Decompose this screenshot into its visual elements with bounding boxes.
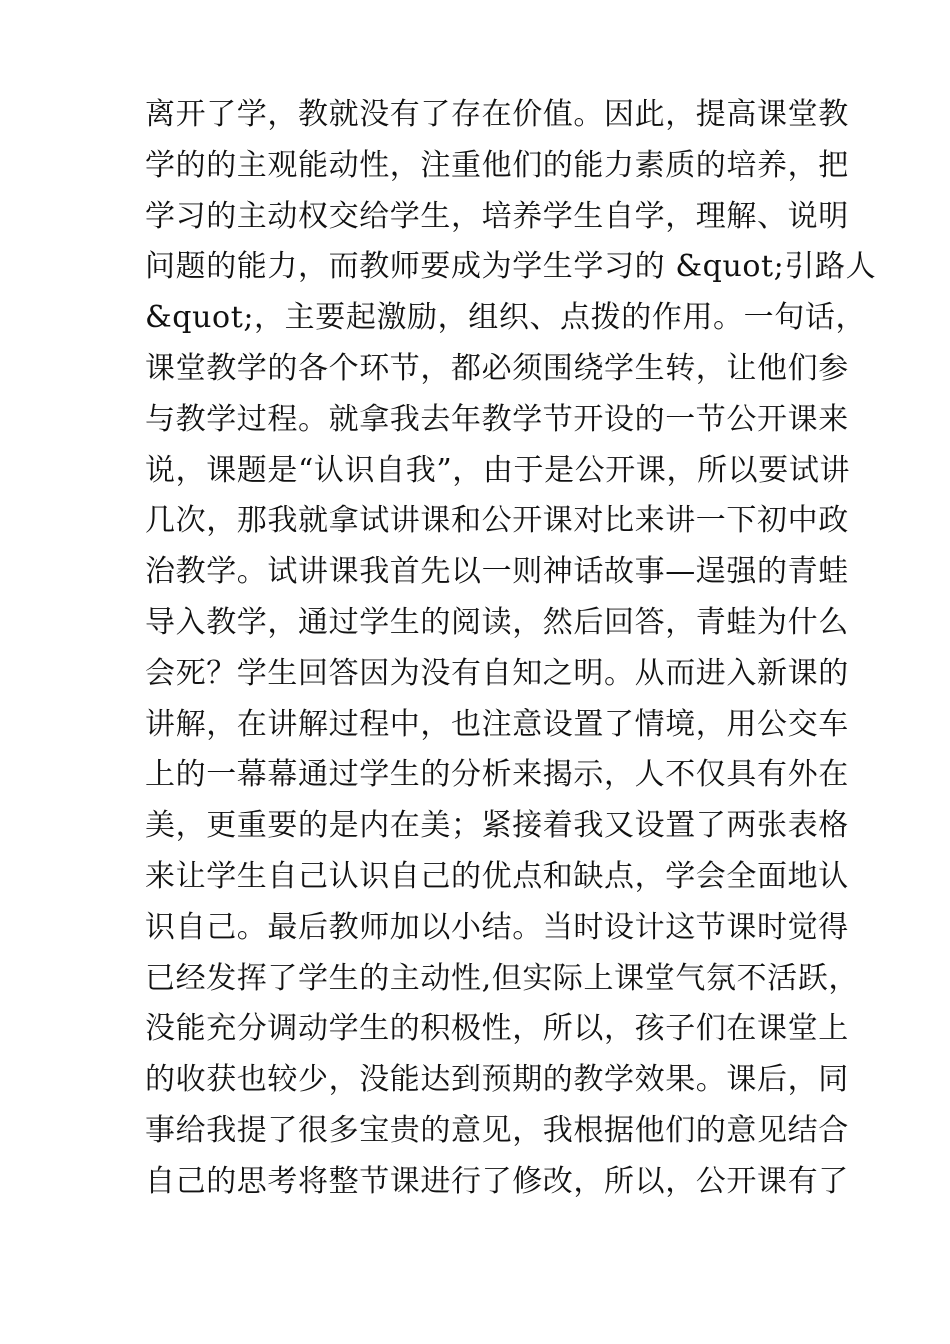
text-line: 说，课题是“认识自我”，由于是公开课，所以要试讲 — [145, 452, 851, 488]
text-line: 导入教学，通过学生的阅读，然后回答，青蛙为什么 — [145, 604, 849, 640]
text-line: 学习的主动权交给学生，培养学生自学，理解、说明 — [145, 198, 849, 234]
text-line: 事给我提了很多宝贵的意见，我根据他们的意见结合 — [145, 1112, 849, 1148]
text-line: 问题的能力，而教师要成为学生学习的 &quot;引路人 — [145, 249, 877, 285]
text-line: 来让学生自己认识自己的优点和缺点，学会全面地认 — [145, 858, 849, 894]
text-line: 治教学。试讲课我首先以一则神话故事—逞强的青蛙 — [145, 554, 849, 590]
text-line: 已经发挥了学生的主动性,但实际上课堂气氛不活跃， — [145, 960, 859, 996]
text-line: 讲解，在讲解过程中，也注意设置了情境，用公交车 — [145, 706, 849, 742]
text-line: 学的的主观能动性，注重他们的能力素质的培养，把 — [145, 147, 849, 183]
text-line: 离开了学，教就没有了存在价值。因此，提高课堂教 — [145, 97, 849, 132]
text-line: 的收获也较少，没能达到预期的教学效果。课后，同 — [145, 1062, 849, 1098]
text-line: 与教学过程。就拿我去年教学节开设的一节公开课来 — [145, 401, 849, 437]
text-line: 没能充分调动学生的积极性，所以，孩子们在课堂上 — [145, 1011, 849, 1047]
text-line: 会死？学生回答因为没有自知之明。从而进入新课的 — [145, 655, 849, 691]
text-line: 上的一幕幕通过学生的分析来揭示，人不仅具有外在 — [145, 757, 849, 793]
body-text — [145, 90, 877, 1208]
text-line: 自己的思考将整节课进行了修改，所以，公开课有了 — [145, 1163, 849, 1199]
text-line: 识自己。最后教师加以小结。当时设计这节课时觉得 — [145, 909, 849, 945]
text-line: 几次，那我就拿试讲课和公开课对比来讲一下初中政 — [145, 503, 849, 539]
text-line: &quot;，主要起激励，组织、点拨的作用。一句话， — [145, 300, 867, 336]
text-line: 课堂教学的各个环节，都必须围绕学生转，让他们参 — [145, 350, 849, 386]
text-line: 美，更重要的是内在美；紧接着我又设置了两张表格 — [145, 808, 849, 844]
